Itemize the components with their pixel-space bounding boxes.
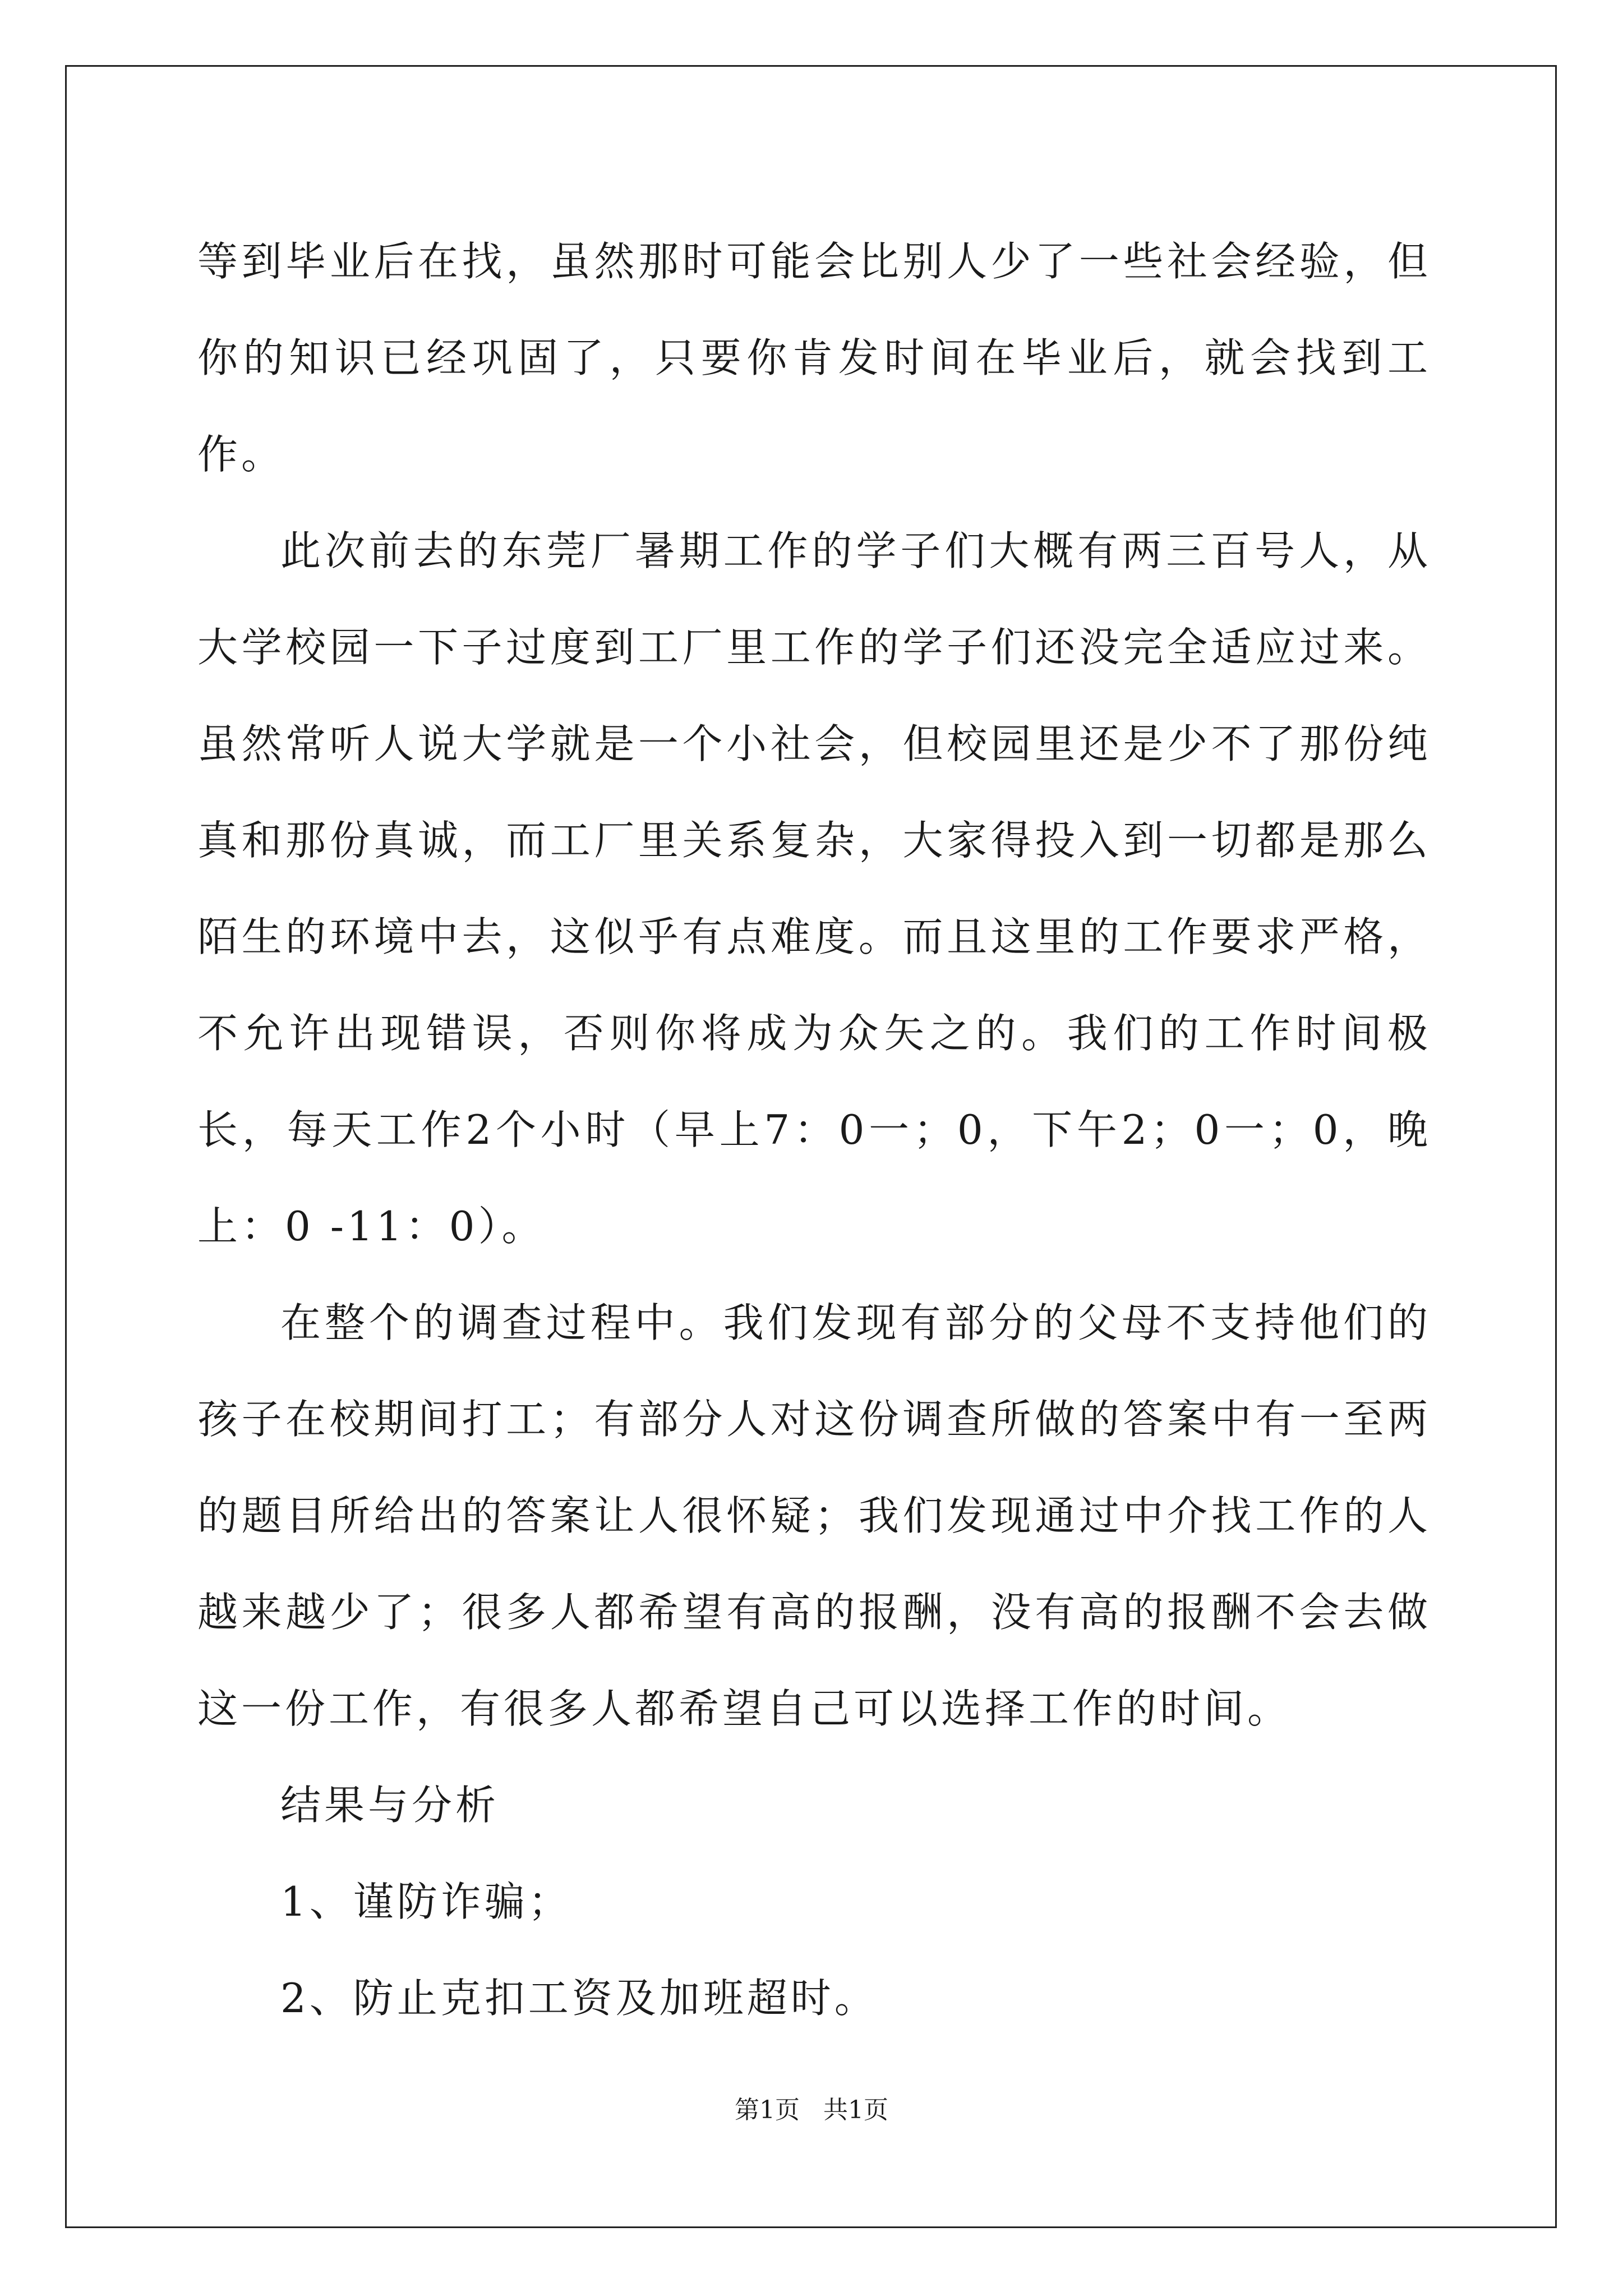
paragraph-2: 此次前去的东莞厂暑期工作的学子们大概有两三百号人，从大学校园一下子过度到工厂里工作的学子们还没完全适应过来。虽然常听人说大学就是一个小社会，但校园里还是少不了那份纯真和那份真诚，而工厂里关系复杂，大家得投入到一切都是那么陌生的环境中去，这似乎有点难度。而且这里的工作要求严格，不允许出现错误，否则你将成为众矢之的。我们的工作时间极长，每天工作2个小时（早上7：0一；0，下午2；0一；0，晚上：0 -11：0）。: [197, 527, 1431, 1250]
document-body: [197, 213, 1431, 2046]
list-item-1: 1、谨防诈骗；: [280, 1878, 572, 1925]
page-total: 共1页: [823, 2096, 888, 2124]
list-item-2: 2、防止克扣工资及加班超时。: [280, 1975, 878, 2022]
paragraph-1: 等到毕业后在找，虽然那时可能会比别人少了一些社会经验，但你的知识已经巩固了，只要你肯发时间在毕业后，就会找到工作。: [197, 238, 1431, 478]
page-footer: [0, 2090, 1623, 2125]
section-heading-results: 结果与分析: [280, 1782, 500, 1829]
paragraph-3: 在整个的调查过程中。我们发现有部分的父母不支持他们的孩子在校期间打工；有部分人对这份调查所做的答案中有一至两的题目所给出的答案让人很怀疑；我们发现通过中介找工作的人越来越少了；很多人都希望有高的报酬，没有高的报酬不会去做这一份工作，有很多人都希望自己可以选择工作的时间。: [197, 1299, 1431, 1732]
page-number: 第1页: [735, 2096, 800, 2124]
